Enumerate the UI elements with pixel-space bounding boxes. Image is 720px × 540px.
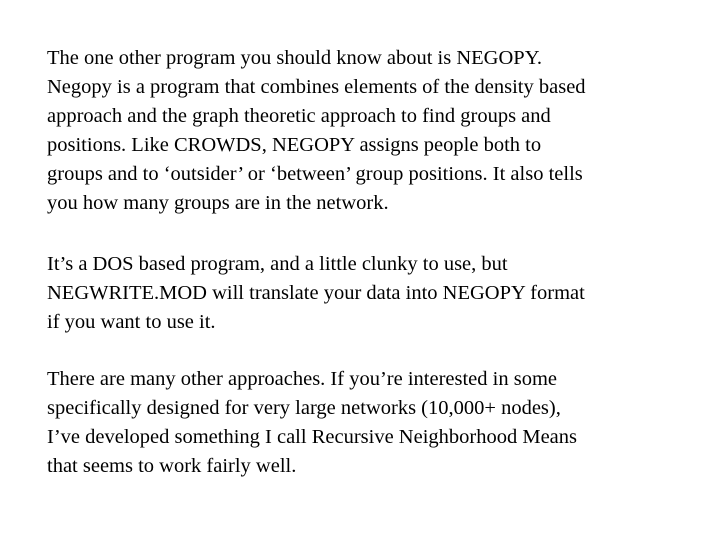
text-line: The one other program you should know about is NEGOPY. xyxy=(47,47,542,69)
text-line: if you want to use it. xyxy=(47,311,216,333)
text-line: approach and the graph theoretic approach to find groups and xyxy=(47,105,551,127)
text-line: groups and to ‘outsider’ or ‘between’ group positions. It also tells xyxy=(47,163,583,185)
text-line: There are many other approaches. If you’re interested in some xyxy=(47,368,557,390)
text-line: that seems to work fairly well. xyxy=(47,455,297,477)
paragraph-other-approaches xyxy=(47,365,707,481)
text-line: NEGWRITE.MOD will translate your data into NEGOPY format xyxy=(47,282,585,304)
text-line: I’ve developed something I call Recursive Neighborhood Means xyxy=(47,426,577,448)
text-line: Negopy is a program that combines elements of the density based xyxy=(47,76,586,98)
paragraph-negopy-intro xyxy=(47,44,707,218)
text-line: positions. Like CROWDS, NEGOPY assigns people both to xyxy=(47,134,542,156)
paragraph-dos-program xyxy=(47,250,707,337)
text-line: specifically designed for very large networks (10,000+ nodes), xyxy=(47,397,561,419)
text-line: you how many groups are in the network. xyxy=(47,192,389,214)
text-line: It’s a DOS based program, and a little clunky to use, but xyxy=(47,253,508,275)
